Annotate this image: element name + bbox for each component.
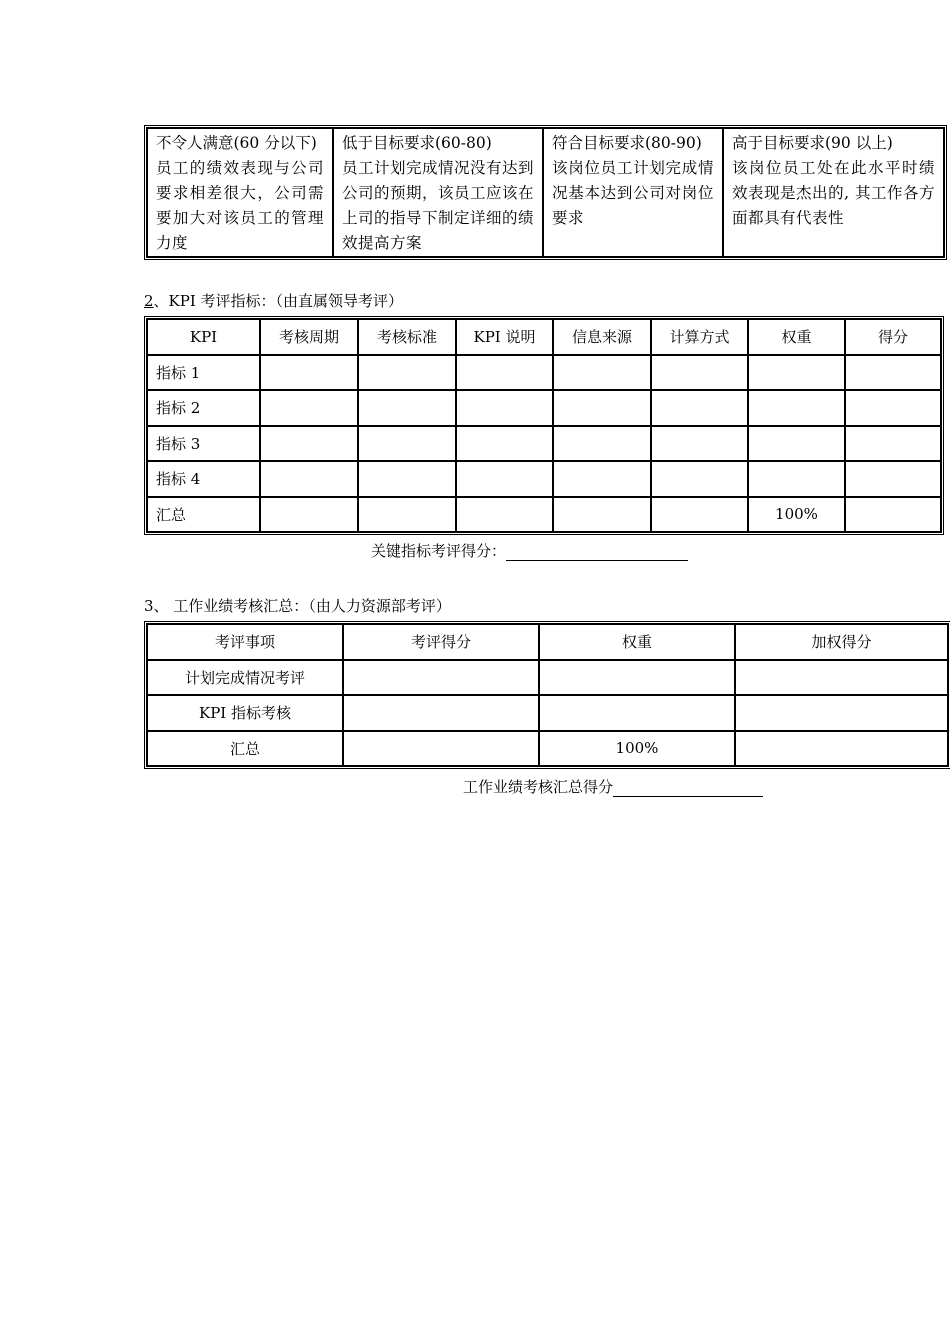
- table-cell[interactable]: [651, 426, 748, 462]
- table-cell[interactable]: [748, 390, 845, 426]
- column-header: 权重: [748, 319, 845, 355]
- table-cell[interactable]: [343, 731, 539, 767]
- table-header-row: [147, 319, 941, 355]
- column-header: 考评得分: [343, 624, 539, 660]
- column-header: 考评事项: [147, 624, 343, 660]
- kpi-score-blank[interactable]: [506, 546, 688, 561]
- row-label: 汇总: [147, 497, 260, 533]
- table-cell[interactable]: [735, 695, 948, 731]
- table-row: [147, 128, 944, 257]
- table-row: [147, 695, 948, 731]
- column-header: 得分: [845, 319, 941, 355]
- kpi-table: [144, 316, 944, 535]
- table-cell[interactable]: [456, 497, 553, 533]
- table-cell[interactable]: [748, 426, 845, 462]
- row-label: 指标 1: [147, 355, 260, 391]
- level-description: 员工计划完成情况没有达到公司的预期，该员工应该在上司的指导下制定详细的绩效提高方案: [342, 159, 535, 252]
- kpi-score-line: [371, 540, 688, 561]
- table-cell[interactable]: [260, 355, 358, 391]
- table-total-row: [147, 497, 941, 533]
- row-label: 汇总: [147, 731, 343, 767]
- performance-summary-table: [144, 621, 950, 769]
- table-cell[interactable]: [358, 355, 456, 391]
- column-header: 计算方式: [651, 319, 748, 355]
- level-title: 低于目标要求(60-80): [342, 134, 492, 152]
- table-cell[interactable]: [735, 731, 948, 767]
- table-cell[interactable]: [845, 355, 941, 391]
- table-cell[interactable]: [553, 426, 651, 462]
- table-total-row: [147, 731, 948, 767]
- performance-level-table: [144, 125, 947, 260]
- column-header: 信息来源: [553, 319, 651, 355]
- level-cell: [543, 128, 723, 257]
- level-cell: [723, 128, 944, 257]
- column-header: KPI: [147, 319, 260, 355]
- level-cell: [147, 128, 333, 257]
- table-cell[interactable]: [553, 461, 651, 497]
- summary-score-blank[interactable]: [613, 782, 763, 797]
- table-cell[interactable]: [456, 461, 553, 497]
- weight-total-cell: 100%: [539, 731, 735, 767]
- row-label: 指标 4: [147, 461, 260, 497]
- table-row: [147, 355, 941, 391]
- table-cell[interactable]: [553, 390, 651, 426]
- summary-score-line: [463, 776, 763, 797]
- table-cell[interactable]: [845, 390, 941, 426]
- table-cell[interactable]: [651, 355, 748, 391]
- column-header: 考核标准: [358, 319, 456, 355]
- column-header: 权重: [539, 624, 735, 660]
- table-cell[interactable]: [553, 355, 651, 391]
- table-cell[interactable]: [358, 497, 456, 533]
- table-cell[interactable]: [553, 497, 651, 533]
- row-label: 指标 2: [147, 390, 260, 426]
- table-header-row: [147, 624, 948, 660]
- row-label: KPI 指标考核: [147, 695, 343, 731]
- table-cell[interactable]: [651, 461, 748, 497]
- table-cell[interactable]: [651, 390, 748, 426]
- level-description: 该岗位员工处在此水平时绩效表现是杰出的, 其工作各方面都具有代表性: [732, 159, 935, 227]
- kpi-score-label: 关键指标考评得分：: [371, 542, 507, 560]
- table-cell[interactable]: [260, 390, 358, 426]
- table-cell[interactable]: [343, 660, 539, 696]
- table-cell[interactable]: [456, 426, 553, 462]
- table-cell[interactable]: [358, 426, 456, 462]
- section-number: 2: [144, 292, 154, 310]
- table-cell[interactable]: [735, 660, 948, 696]
- table-cell[interactable]: [343, 695, 539, 731]
- table-cell[interactable]: [748, 355, 845, 391]
- level-title: 符合目标要求(80-90): [552, 134, 702, 152]
- table-cell[interactable]: [358, 390, 456, 426]
- table-cell[interactable]: [260, 497, 358, 533]
- summary-section-title: 3、 工作业绩考核汇总：（由人力资源部考评）: [144, 597, 451, 615]
- column-header: 考核周期: [260, 319, 358, 355]
- table-row: [147, 461, 941, 497]
- column-header: KPI 说明: [456, 319, 553, 355]
- table-cell[interactable]: [456, 390, 553, 426]
- table-cell[interactable]: [845, 426, 941, 462]
- table-cell[interactable]: [539, 695, 735, 731]
- row-label: 计划完成情况考评: [147, 660, 343, 696]
- section-title-text: 、KPI 考评指标：（由直属领导考评）: [153, 292, 404, 310]
- weight-total-cell: 100%: [748, 497, 845, 533]
- level-description: 员工的绩效表现与公司要求相差很大，公司需要加大对该员工的管理力度: [156, 159, 324, 252]
- table-cell[interactable]: [260, 426, 358, 462]
- table-cell[interactable]: [748, 461, 845, 497]
- table-row: [147, 390, 941, 426]
- table-cell[interactable]: [260, 461, 358, 497]
- table-cell[interactable]: [845, 461, 941, 497]
- table-cell[interactable]: [358, 461, 456, 497]
- table-row: [147, 660, 948, 696]
- table-cell[interactable]: [456, 355, 553, 391]
- table-cell[interactable]: [539, 660, 735, 696]
- table-row: [147, 426, 941, 462]
- table-cell[interactable]: [845, 497, 941, 533]
- summary-score-label: 工作业绩考核汇总得分: [463, 778, 614, 796]
- level-cell: [333, 128, 543, 257]
- level-description: 该岗位员工计划完成情况基本达到公司对岗位要求: [552, 159, 714, 227]
- table-cell[interactable]: [651, 497, 748, 533]
- kpi-section-title: [144, 290, 403, 311]
- level-title: 不令人满意(60 分以下): [156, 134, 317, 152]
- row-label: 指标 3: [147, 426, 260, 462]
- level-title: 高于目标要求(90 以上): [732, 134, 893, 152]
- column-header: 加权得分: [735, 624, 948, 660]
